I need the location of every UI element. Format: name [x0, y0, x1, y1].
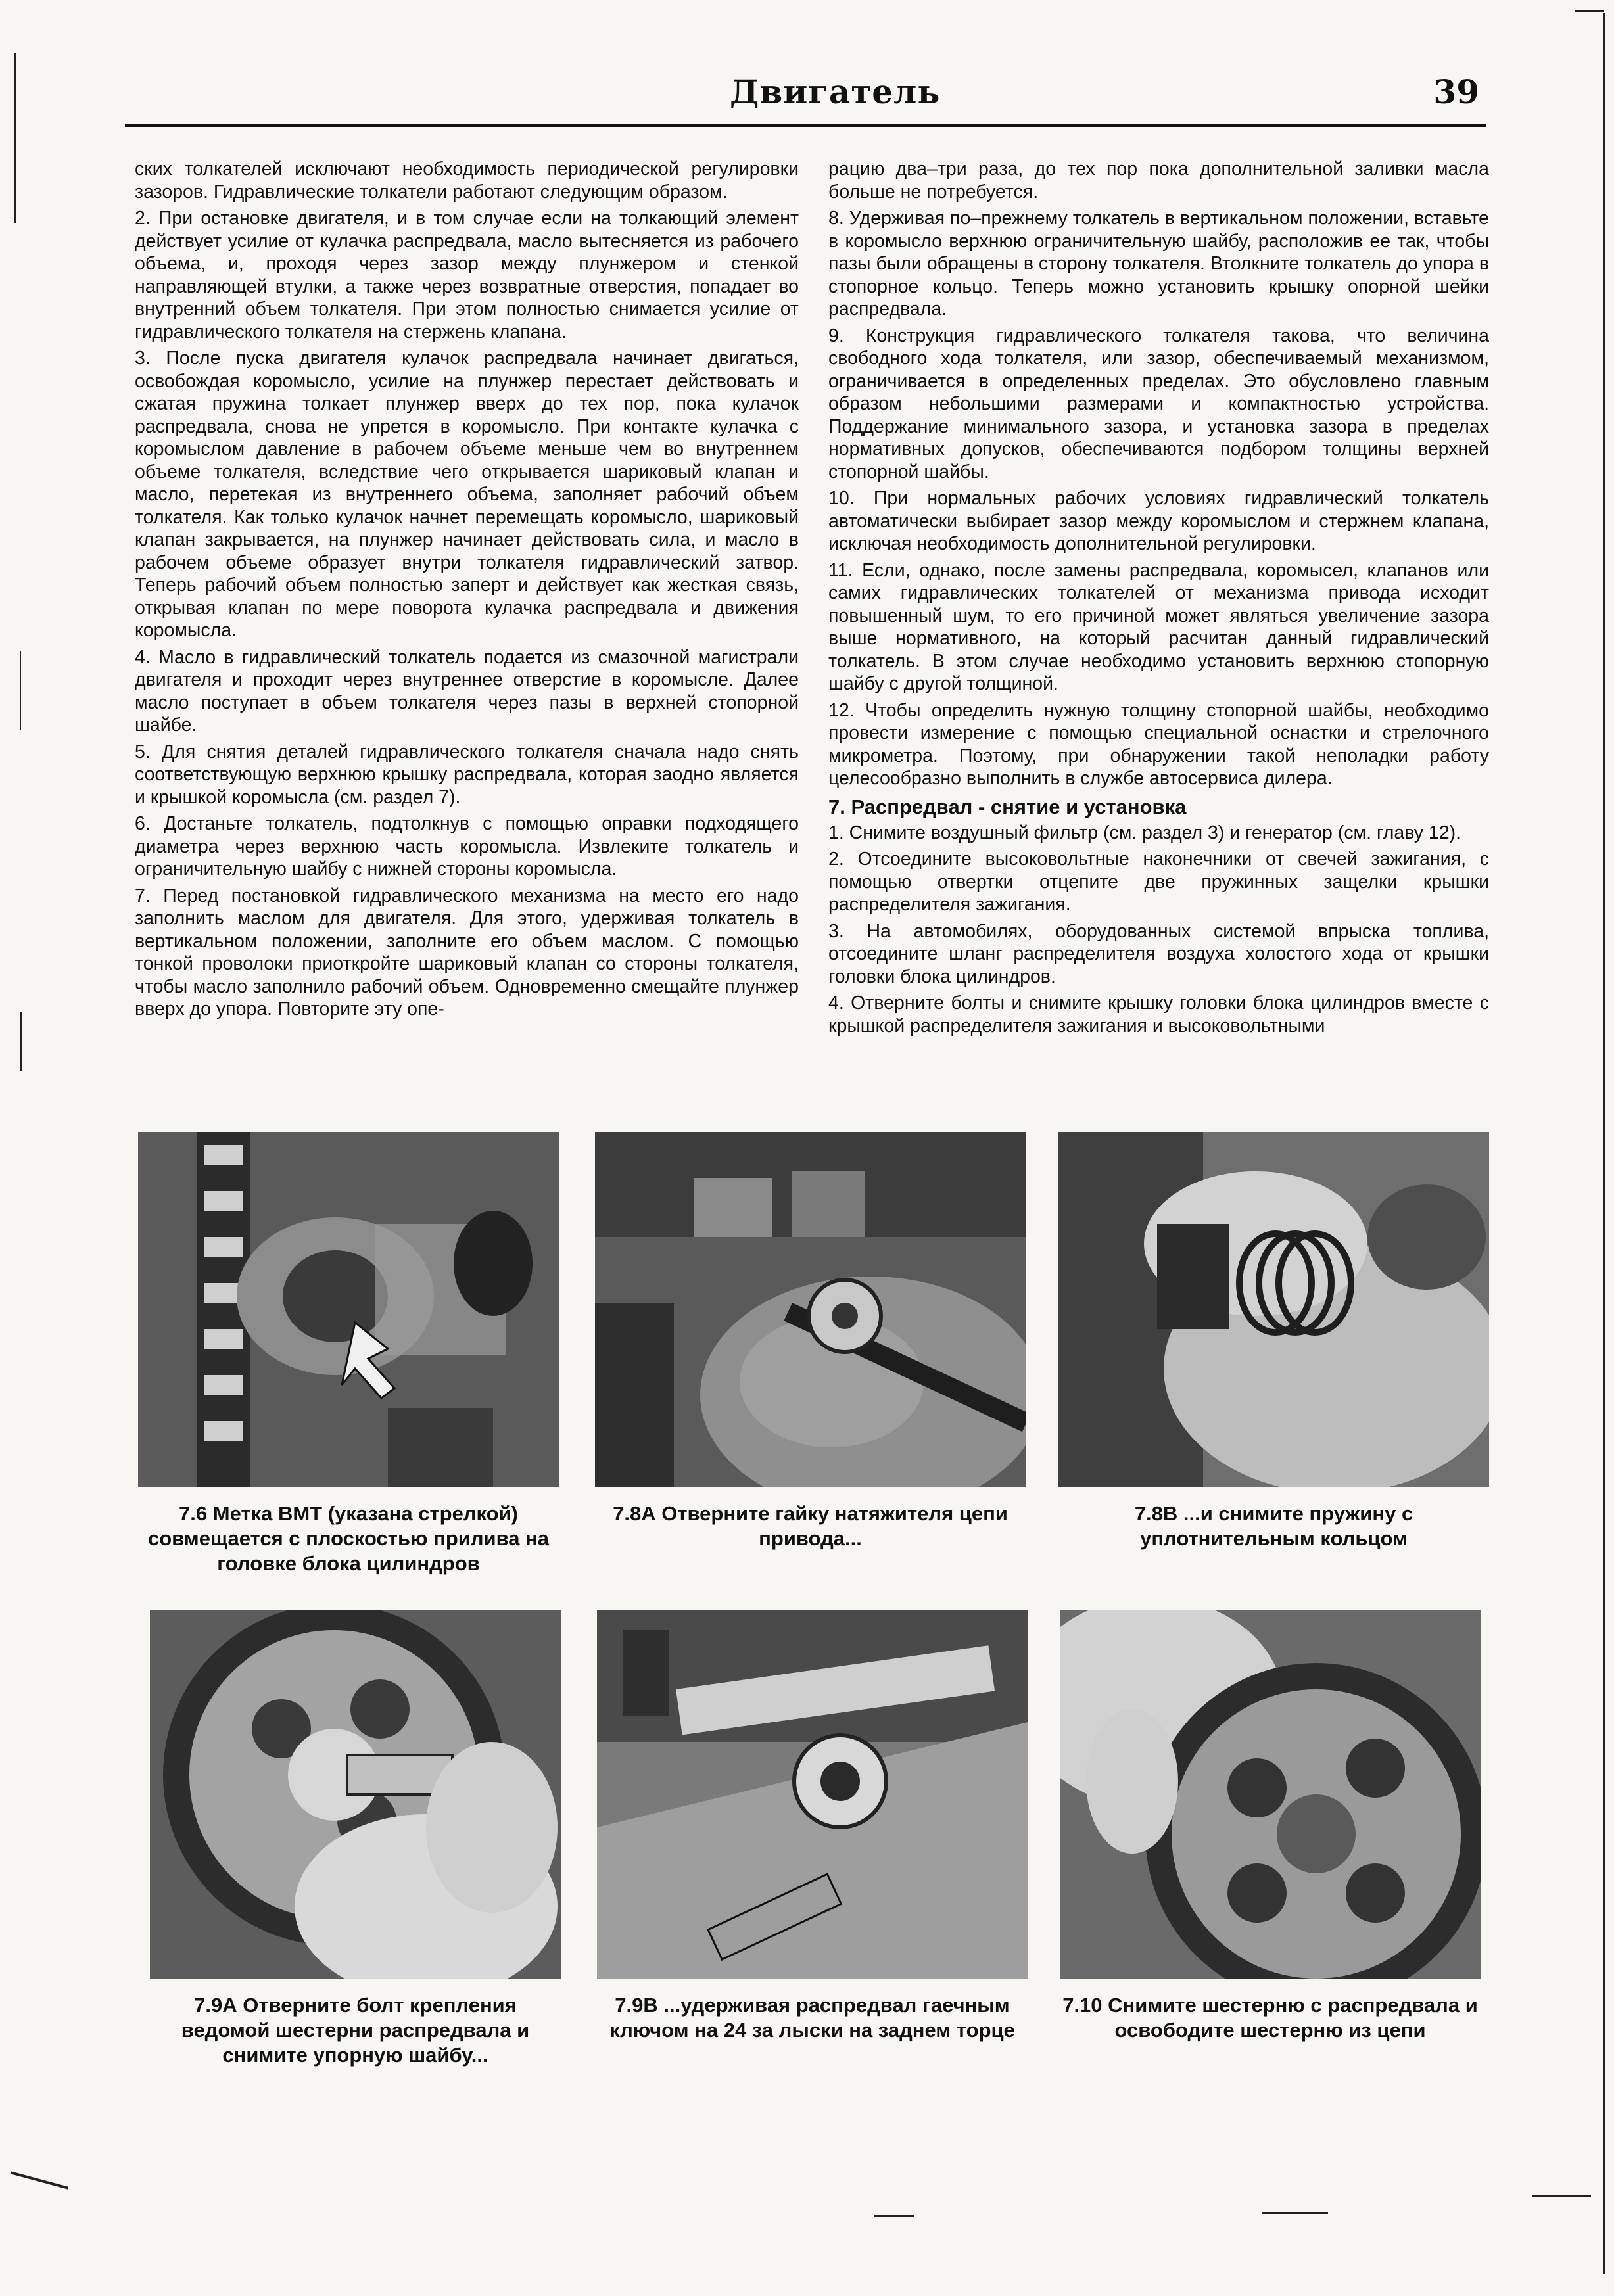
right-text-column [828, 158, 1489, 1041]
figure-caption: 7.9А Отверните болт крепления ведомой шестерни распредвала и снимите упорную шайбу... [181, 1994, 530, 2067]
paragraph: 7. Перед постановкой гидравлического механизма на место его надо заполнить маслом для двигателя. Для этого, удерживая толкатель в вертикальном положении, заполните его объем маслом. С помощью тонкой проволоки приоткройте шариковый клапан со стороны толкателя, чтобы масло заполнило рабочий объем. Одновременно смещайте плунжер вверх до упора. Повторите эту опе- [135, 885, 799, 1019]
figure-7-10 [1060, 1610, 1481, 2043]
page-header [125, 66, 1486, 125]
paragraph: 3. На автомобилях, оборудованных системой впрыска топлива, отсоедините шланг распределителя воздуха холостого хода от крышки головки блока цилиндров. [828, 920, 1489, 987]
photo-camshaft-gear-removal [1060, 1610, 1481, 1979]
scan-margin-line [20, 651, 21, 730]
section-heading: 7. Распредвал - снятие и установка [828, 795, 1187, 818]
figure-caption: 7.6 Метка ВМТ (указана стрелкой) совмещается с плоскостью прилива на головке блока цилиндров [147, 1502, 550, 1575]
paragraph: 12. Чтобы определить нужную толщину стопорной шайбы, необходимо провести измерение с помощью специальной оснастки и стрелочного микрометра. Поэтому, при обнаружении такой неполадки работу целесообразно выполнить в службе автосервиса дилера. [828, 699, 1489, 789]
photo-tensioner-nut [595, 1132, 1026, 1487]
scan-corner-mark [1575, 10, 1604, 12]
paragraph: 1. Снимите воздушный фильтр (см. раздел 3) и генератор (см. главу 12). [828, 822, 1461, 843]
header-rule [125, 124, 1486, 127]
scan-corner-mark [11, 2171, 68, 2189]
paragraph: ских толкателей исключают необходимость периодической регулировки зазоров. Гидравлические толкатели работают следующим образом. [135, 158, 799, 202]
paragraph: 3. После пуска двигателя кулачок распредвала начинает двигаться, освобождая коромысло, усилие на плунжер перестает действовать и сжатая пружина толкает плунжер вверх до тех пор, пока кулачок распредвала, снова не упрется в коромысло. При контакте кулачка с коромыслом давление в рабочем объеме меньше чем во внутреннем объеме толкателя, вследствие чего открывается шариковый клапан и масло, перетекая из внутреннего объема, заполняет рабочий объем толкателя. Как только кулачок начнет перемещать коромысло, шариковый клапан закрывается, на плунжер начинает действовать сила, и масло в рабочем объеме образует внутри толкателя гидравлический затвор. Теперь рабочий объем полностью заперт и действует как жесткая связь, открывая клапан по мере поворота кулачка распредвала и движения коромысла. [135, 348, 799, 641]
paragraph: 5. Для снятия деталей гидравлического толкателя сначала надо снять соответствующую верхнюю крышку распредвала, которая заодно является и крышкой коромысла (см. раздел 7). [135, 741, 799, 808]
paragraph: 11. Если, однако, после замены распредвала, коромысел, клапанов или самих гидравлических толкателей от механизма привода исходит повышенный шум, то его причиной может являться увеличение зазора выше нормативного, на который расчитан данный гидравлический толкатель. В этом случае необходимо установить верхнюю стопорную шайбу с другой толщиной. [828, 559, 1489, 694]
figure-7-9b [597, 1610, 1028, 2043]
paragraph: 4. Отверните болты и снимите крышку головки блока цилиндров вместе с крышкой распределителя зажигания и высоковольтными [828, 993, 1489, 1037]
scan-smudge [1262, 2212, 1328, 2214]
figure-caption: 7.8А Отверните гайку натяжителя цепи привода... [613, 1502, 1008, 1550]
photo-sprocket-bolt [150, 1610, 561, 1979]
paragraph: рацию два–три раза, до тех пор пока дополнительной заливки масла больше не потребуется. [828, 158, 1489, 202]
paragraph: 8. Удерживая по–прежнему толкатель в вертикальном положении, вставьте в коромысло верхнюю ограничительную шайбу, расположив ее так, чтобы пазы были обращены в сторону толкателя. Втолкните толкатель до упора в стопорное кольцо. Теперь можно установить крышку опорной шейки распредвала. [828, 208, 1489, 319]
scan-margin-line [20, 1012, 22, 1071]
running-head-title: Двигатель [730, 72, 941, 111]
page-number: 39 [1433, 72, 1479, 111]
paragraph: 10. При нормальных рабочих условиях гидравлический толкатель автоматически выбирает зазор между коромыслом и стержнем клапана, исключая необходимость дополнительной регулировки. [828, 488, 1489, 554]
photo-camshaft-wrench [597, 1610, 1028, 1979]
figure-caption: 7.10 Снимите шестерню с распредвала и освободите шестерню из цепи [1062, 1994, 1478, 2042]
paragraph: 2. Отсоедините высоковольтные наконечники от свечей зажигания, с помощью отвертки отцепите две пружинных защелки крышки распределителя зажигания. [828, 849, 1489, 915]
figure-7-6 [138, 1132, 559, 1576]
photo-spring-with-seal [1058, 1132, 1489, 1487]
scan-smudge [1532, 2195, 1591, 2197]
paragraph: 2. При остановке двигателя, и в том случае если на толкающий элемент действует усилие от кулачка распредвала, масло вытесняется из рабочего объема, и, проходя через зазор между плунжером и стенкой направляющей втулки, а также через возвратные отверстия, попадает во внутренний объем толкателя. При этом полностью снимается усилие от гидравлического толкателя на стержень клапана. [135, 208, 799, 342]
photo-timing-chain-tdc-mark [138, 1132, 559, 1487]
paragraph: 4. Масло в гидравлический толкатель подается из смазочной магистрали двигателя и проходит через внутреннее отверстие в коромысле. Далее масло поступает в объем толкателя через пазы в верхней стопорной шайбе. [135, 646, 799, 736]
scan-smudge [874, 2215, 914, 2217]
figure-caption: 7.8В ...и снимите пружину с уплотнительным кольцом [1134, 1502, 1413, 1550]
figure-7-8a [595, 1132, 1026, 1551]
figure-7-8b [1058, 1132, 1489, 1551]
figure-caption: 7.9В ...удерживая распредвал гаечным ключом на 24 за лыски на заднем торце [609, 1994, 1015, 2042]
scan-edge-line [1603, 13, 1605, 2274]
paragraph: 9. Конструкция гидравлического толкателя такова, что величина свободного хода толкателя, или зазор, обеспечиваемый механизмом, ограничивается в определенных пределах. Это обусловлено главным образом небольшими размерами и компактностью устройства. Поддержание минимального зазора, и установка зазора в пределах нормативных допусков, обеспечиваются подбором толщины верхней стопорной шайбы. [828, 325, 1489, 482]
left-text-column [135, 158, 799, 1025]
scan-margin-line [14, 53, 16, 223]
paragraph: 6. Достаньте толкатель, подтолкнув с помощью оправки подходящего диаметра через верхнюю часть коромысла. Извлеките толкатель и ограничительную шайбу с нижней стороны коромысла. [135, 813, 799, 879]
figure-7-9a [150, 1610, 561, 2068]
